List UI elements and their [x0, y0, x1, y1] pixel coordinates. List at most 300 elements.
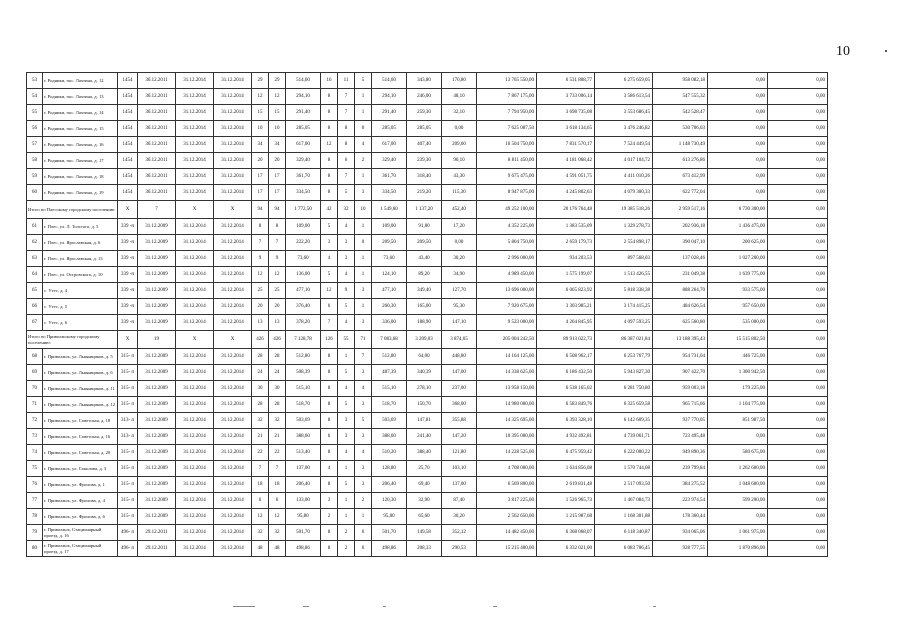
value-cell: 31.12.2009	[138, 299, 176, 315]
value-cell: 0,00	[442, 235, 477, 251]
table-row	[27, 105, 895, 121]
value-cell: 2	[338, 525, 355, 541]
value-cell: 31.12.2014	[176, 89, 214, 105]
value-cell: 3 476 246,82	[595, 121, 653, 137]
value-cell: 5	[355, 73, 372, 89]
value-cell: 3 303 985,21	[537, 299, 595, 315]
value-cell: 6	[338, 153, 355, 169]
value-cell: 20	[252, 153, 269, 169]
value-cell: 147,20	[442, 429, 477, 445]
address-cell: с. Утес, д. 4	[43, 283, 118, 299]
value-cell: 4	[338, 315, 355, 331]
value-cell: 31.12.2014	[176, 397, 214, 413]
value-cell: 0,00	[708, 429, 768, 445]
value-cell: 8	[321, 153, 338, 169]
value-cell: 31.12.2014	[176, 105, 214, 121]
value-cell: 285,05	[407, 121, 442, 137]
value-cell: 5 804 750,00	[477, 235, 537, 251]
value-cell: 31.12.2014	[214, 299, 252, 315]
value-cell: 31.12.2014	[214, 235, 252, 251]
value-cell: 30.12.2011	[138, 89, 176, 105]
address-cell: г. Приволжск, ул. Советская, д. 18	[43, 413, 118, 429]
value-cell: 17,20	[442, 219, 477, 235]
value-cell: 95,30	[442, 299, 477, 315]
value-cell: 4 097 593,25	[595, 315, 653, 331]
value-cell: 487,39	[372, 365, 407, 381]
address-cell: г. Приволжск, ул. Фролова, д. 6	[43, 509, 118, 525]
value-cell: 6	[355, 525, 372, 541]
value-cell: 17	[269, 169, 286, 185]
value-cell: 1 168 301,88	[595, 509, 653, 525]
value-cell: 8	[321, 185, 338, 201]
value-cell: 31.12.2009	[138, 509, 176, 525]
value-cell: 0	[355, 235, 372, 251]
table-row	[27, 153, 895, 169]
value-cell: 368,00	[442, 397, 477, 413]
value-cell: 5	[338, 299, 355, 315]
row-number-cell: 56	[27, 121, 43, 137]
value-cell: 0,00	[768, 105, 828, 121]
total-value-cell: 2 959 517,16	[653, 201, 708, 219]
value-cell: 223 974,54	[653, 493, 708, 509]
value-cell: 484 626,54	[653, 299, 708, 315]
value-cell: 31.12.2009	[138, 235, 176, 251]
value-cell: 31.12.2014	[214, 251, 252, 267]
value-cell: 4 245 802,63	[537, 185, 595, 201]
row-number-cell: 80	[27, 541, 43, 557]
value-cell: 6 332 021,00	[537, 541, 595, 557]
value-cell: 446 725,00	[708, 349, 768, 365]
value-cell: 109,00	[286, 219, 321, 235]
value-cell: 31.12.2014	[214, 365, 252, 381]
group-total-row	[27, 331, 895, 349]
value-cell: 237,00	[442, 381, 477, 397]
value-cell: 31.12.2009	[138, 461, 176, 477]
value-cell: 1 215 987,68	[537, 509, 595, 525]
group-total-label: Итого по Плесскому городскому поселению:	[27, 201, 118, 219]
value-cell: 12	[269, 509, 286, 525]
row-number-cell: 77	[27, 493, 43, 509]
value-cell: 355,88	[442, 413, 477, 429]
value-cell: 9	[269, 251, 286, 267]
table-row	[27, 219, 895, 235]
value-cell: 6 083 706,45	[595, 541, 653, 557]
value-cell: 3	[338, 251, 355, 267]
value-cell: 7	[252, 461, 269, 477]
value-cell: 147,81	[407, 413, 442, 429]
value-cell: 3 733 006,14	[537, 89, 595, 105]
value-cell: 7 867 175,00	[477, 89, 537, 105]
total-value-cell: 426	[252, 331, 269, 349]
value-cell: 115,30	[442, 185, 477, 201]
value-cell: 1 634 856,08	[537, 461, 595, 477]
value-cell: 897 568,03	[595, 251, 653, 267]
value-cell: 1 639 775,00	[708, 267, 768, 283]
value-cell: 1 262 600,00	[708, 461, 768, 477]
value-cell: 888 264,70	[653, 283, 708, 299]
value-cell: 339 -п	[118, 235, 138, 251]
value-cell: 1	[355, 509, 372, 525]
value-cell: 448,80	[442, 349, 477, 365]
value-cell: 1	[338, 509, 355, 525]
value-cell: 10 395 000,00	[477, 429, 537, 445]
value-cell: 28	[269, 349, 286, 365]
value-cell: 31.12.2009	[138, 413, 176, 429]
value-cell: 30.12.2011	[138, 105, 176, 121]
value-cell: 851 987,50	[708, 413, 768, 429]
table-row	[27, 121, 895, 137]
table-row	[27, 251, 895, 267]
value-cell: 4	[355, 137, 372, 153]
value-cell: 1 436 475,00	[708, 219, 768, 235]
value-cell: 959 003,18	[653, 381, 708, 397]
value-cell: 28	[252, 349, 269, 365]
value-cell: 18	[269, 477, 286, 493]
value-cell: 109,00	[372, 219, 407, 235]
value-cell: 1454	[118, 121, 138, 137]
value-cell: 4 989 450,00	[477, 267, 537, 283]
value-cell: 91,80	[407, 219, 442, 235]
value-cell: 334,50	[286, 185, 321, 201]
value-cell: 147,10	[442, 315, 477, 331]
address-cell: г. Приволжск, Стационарный проезд, д. 17	[43, 541, 118, 557]
value-cell: 12	[269, 267, 286, 283]
value-cell: 12	[321, 283, 338, 299]
value-cell: 514,60	[372, 73, 407, 89]
value-cell: 3	[355, 477, 372, 493]
value-cell: 32,10	[442, 105, 477, 121]
value-cell: 209,50	[372, 235, 407, 251]
value-cell: 31.12.2014	[176, 493, 214, 509]
value-cell: 3 698 735,08	[537, 105, 595, 121]
value-cell: 617,00	[372, 137, 407, 153]
value-cell: 518,70	[372, 397, 407, 413]
value-cell: 5	[338, 185, 355, 201]
total-value-cell: 20 176 764,48	[537, 201, 595, 219]
total-value-cell: 94	[269, 201, 286, 219]
value-cell: 95,80	[286, 509, 321, 525]
value-cell: 14 228 525,00	[477, 445, 537, 461]
group-total-label: Итого по Приволжскому городскому поселению:	[27, 331, 118, 349]
value-cell: 3	[355, 429, 372, 445]
value-cell: 496- п	[118, 541, 138, 557]
value-cell: 149,58	[407, 525, 442, 541]
value-cell: 8	[321, 89, 338, 105]
value-cell: 0,00	[768, 299, 828, 315]
value-cell: 315- п	[118, 477, 138, 493]
value-cell: 13	[269, 315, 286, 331]
value-cell: 723 495,48	[653, 429, 708, 445]
address-cell: с. Утес, д. 6	[43, 315, 118, 331]
value-cell: 7 831 570,17	[537, 137, 595, 153]
value-cell: 124,10	[372, 267, 407, 283]
value-cell: 6 118 340,87	[595, 525, 653, 541]
value-cell: 8	[338, 137, 355, 153]
table-row	[27, 267, 895, 283]
value-cell: 73,60	[372, 251, 407, 267]
value-cell: 48	[269, 541, 286, 557]
value-cell: 32	[252, 525, 269, 541]
address-cell: г. Приволжск, ул. Соколова, д. 3	[43, 461, 118, 477]
value-cell: 14 980 000,00	[477, 397, 537, 413]
value-cell: 1 526 965,73	[537, 493, 595, 509]
value-cell: 361,70	[372, 169, 407, 185]
value-cell: 31.12.2014	[176, 251, 214, 267]
value-cell: 3 817 225,00	[477, 493, 537, 509]
total-value-cell: 1 137,20	[407, 201, 442, 219]
value-cell: 315- п	[118, 349, 138, 365]
value-cell: 17	[252, 169, 269, 185]
value-cell: 31.12.2009	[138, 283, 176, 299]
value-cell: 32,90	[407, 493, 442, 509]
row-number-cell: 54	[27, 89, 43, 105]
value-cell: 13	[252, 315, 269, 331]
value-cell: 625 560,80	[653, 315, 708, 331]
value-cell: 165,00	[407, 299, 442, 315]
value-cell: 31.12.2014	[176, 525, 214, 541]
address-cell: г. Родники, пос. Лахтина, д. 12	[43, 73, 118, 89]
value-cell: 9	[252, 251, 269, 267]
row-number-cell: 57	[27, 137, 43, 153]
value-cell: 501,70	[372, 525, 407, 541]
value-cell: 0,00	[768, 477, 828, 493]
value-cell: 31.12.2014	[214, 525, 252, 541]
value-cell: 0,00	[768, 121, 828, 137]
total-value-cell: 89 913 022,73	[537, 331, 595, 349]
total-value-cell: X	[214, 331, 252, 349]
value-cell: 5	[338, 365, 355, 381]
row-number-cell: 65	[27, 283, 43, 299]
value-cell: 535 000,00	[708, 315, 768, 331]
value-cell: 937 770,05	[653, 413, 708, 429]
value-cell: 0,00	[768, 525, 828, 541]
value-cell: 121,80	[442, 445, 477, 461]
value-cell: 7	[338, 105, 355, 121]
value-cell: 8	[321, 381, 338, 397]
value-cell: 0,00	[708, 137, 768, 153]
register-table-wrap	[26, 72, 894, 557]
row-number-cell: 70	[27, 381, 43, 397]
value-cell: 7	[321, 315, 338, 331]
value-cell: 0,00	[442, 121, 477, 137]
value-cell: 137,00	[286, 461, 321, 477]
value-cell: 291,40	[372, 105, 407, 121]
value-cell: 30,20	[442, 251, 477, 267]
value-cell: 6 508 962,17	[537, 349, 595, 365]
value-cell: 6 393 328,10	[537, 413, 595, 429]
total-value-cell: 3 874,65	[442, 331, 477, 349]
value-cell: 178 360,44	[653, 509, 708, 525]
value-cell: 6 065 823,92	[537, 283, 595, 299]
value-cell: 31.12.2014	[214, 413, 252, 429]
value-cell: 1	[355, 169, 372, 185]
value-cell: 21	[269, 429, 286, 445]
value-cell: 0,00	[768, 541, 828, 557]
value-cell: 0,00	[768, 349, 828, 365]
value-cell: 150,70	[407, 397, 442, 413]
value-cell: 31.12.2014	[176, 413, 214, 429]
value-cell: 6 275 659,05	[595, 73, 653, 89]
value-cell: 0,00	[708, 121, 768, 137]
value-cell: 31.12.2014	[214, 73, 252, 89]
value-cell: 103,10	[442, 461, 477, 477]
value-cell: 25	[269, 283, 286, 299]
value-cell: 1 300 942,50	[708, 365, 768, 381]
value-cell: 294,10	[372, 89, 407, 105]
value-cell: 4 352 225,00	[477, 219, 537, 235]
value-cell: 1 383 535,09	[537, 219, 595, 235]
value-cell: 11	[338, 73, 355, 89]
value-cell: 498,86	[286, 541, 321, 557]
value-cell: 501,70	[286, 525, 321, 541]
value-cell: 7	[338, 89, 355, 105]
value-cell: 29.12.2011	[138, 541, 176, 557]
total-value-cell: 7	[138, 201, 176, 219]
value-cell: 17	[269, 185, 286, 201]
table-row	[27, 299, 895, 315]
value-cell: 12	[252, 509, 269, 525]
value-cell: 1	[355, 251, 372, 267]
value-cell: 31.12.2014	[214, 105, 252, 121]
value-cell: 315- п	[118, 397, 138, 413]
table-row	[27, 445, 895, 461]
value-cell: 239,30	[407, 153, 442, 169]
value-cell: 31.12.2009	[138, 493, 176, 509]
value-cell: 31.12.2014	[214, 461, 252, 477]
value-cell: 7	[355, 349, 372, 365]
value-cell: 31.12.2014	[214, 219, 252, 235]
value-cell: 1 513 426,55	[595, 267, 653, 283]
register-table	[26, 72, 895, 557]
value-cell: 31.12.2014	[214, 137, 252, 153]
total-value-cell: 10	[355, 201, 372, 219]
value-cell: 128,80	[372, 461, 407, 477]
table-row	[27, 541, 895, 557]
value-cell: 4 411 010,26	[595, 169, 653, 185]
value-cell: 515,10	[372, 381, 407, 397]
value-cell: 2 659 179,73	[537, 235, 595, 251]
value-cell: 13 765 550,00	[477, 73, 537, 89]
value-cell: 496- п	[118, 525, 138, 541]
value-cell: 4	[338, 445, 355, 461]
value-cell: 8	[321, 121, 338, 137]
value-cell: 0,00	[768, 315, 828, 331]
value-cell: 518,70	[286, 397, 321, 413]
value-cell: 31.12.2009	[138, 397, 176, 413]
value-cell: 329,40	[286, 153, 321, 169]
value-cell: 13 696 000,00	[477, 283, 537, 299]
value-cell: 15 215 400,00	[477, 541, 537, 557]
value-cell: 8	[321, 541, 338, 557]
value-cell: 14 482 450,00	[477, 525, 537, 541]
value-cell: 31.12.2014	[214, 169, 252, 185]
value-cell: 31.12.2014	[176, 121, 214, 137]
value-cell: 315- п	[118, 461, 138, 477]
value-cell: 137,00	[442, 477, 477, 493]
value-cell: 5 943 827,30	[595, 365, 653, 381]
value-cell: 1 148 730,49	[653, 137, 708, 153]
row-number-cell: 76	[27, 477, 43, 493]
value-cell: 90,10	[442, 153, 477, 169]
value-cell: 9	[338, 283, 355, 299]
value-cell: 8	[321, 445, 338, 461]
value-cell: 4 932 492,81	[537, 429, 595, 445]
value-cell: 547 555,32	[653, 89, 708, 105]
total-value-cell: 19 385 518,26	[595, 201, 653, 219]
value-cell: 3	[355, 315, 372, 331]
value-cell: 3 553 686,45	[595, 105, 653, 121]
value-cell: 0,00	[768, 283, 828, 299]
row-number-cell: 63	[27, 251, 43, 267]
address-cell: г. Приволжск, ул. Льнянщиков, д. 5	[43, 349, 118, 365]
value-cell: 1	[338, 493, 355, 509]
value-cell: 8	[321, 477, 338, 493]
value-cell: 206,40	[286, 477, 321, 493]
value-cell: 4 017 104,72	[595, 153, 653, 169]
value-cell: 31.12.2014	[214, 153, 252, 169]
value-cell: 1	[355, 299, 372, 315]
row-number-cell: 72	[27, 413, 43, 429]
value-cell: 31.12.2014	[176, 365, 214, 381]
value-cell: 16	[321, 73, 338, 89]
value-cell: 69,40	[407, 477, 442, 493]
value-cell: 313- п	[118, 413, 138, 429]
total-value-cell: 32	[338, 201, 355, 219]
value-cell: 8	[321, 413, 338, 429]
value-cell: 6 253 767,79	[595, 349, 653, 365]
value-cell: 3	[355, 365, 372, 381]
value-cell: 246,00	[407, 89, 442, 105]
value-cell: 22	[269, 445, 286, 461]
value-cell: 1	[355, 267, 372, 283]
address-cell: г. Приволжск, ул. Советская, д. 16	[43, 429, 118, 445]
value-cell: 87,40	[442, 493, 477, 509]
total-value-cell: 7 083,68	[372, 331, 407, 349]
value-cell: 407,40	[407, 137, 442, 153]
value-cell: 31.12.2014	[214, 509, 252, 525]
value-cell: 4 739 061,71	[595, 429, 653, 445]
value-cell: 31.12.2014	[176, 153, 214, 169]
value-cell: 30	[269, 381, 286, 397]
value-cell: 0,00	[768, 365, 828, 381]
value-cell: 6 368 068,07	[537, 525, 595, 541]
value-cell: 30.12.2011	[138, 169, 176, 185]
row-number-cell: 58	[27, 153, 43, 169]
value-cell: 1454	[118, 73, 138, 89]
value-cell: 949 890,36	[653, 445, 708, 461]
value-cell: 3 174 415,25	[595, 299, 653, 315]
total-value-cell: 0,00	[768, 331, 828, 349]
value-cell: 7 524 449,54	[595, 137, 653, 153]
value-cell: 8 811 450,00	[477, 153, 537, 169]
value-cell: 29	[252, 73, 269, 89]
value-cell: 31.12.2014	[176, 235, 214, 251]
total-value-cell: 71	[355, 331, 372, 349]
value-cell: 179 225,00	[708, 381, 768, 397]
value-cell: 21	[252, 429, 269, 445]
bottom-scan-marks	[233, 606, 713, 610]
value-cell: 0,00	[768, 153, 828, 169]
value-cell: 28	[269, 397, 286, 413]
value-cell: 43,40	[407, 251, 442, 267]
table-row	[27, 365, 895, 381]
value-cell: 1 027 200,00	[708, 251, 768, 267]
value-cell: 278,10	[407, 381, 442, 397]
value-cell: 31.12.2009	[138, 477, 176, 493]
row-number-cell: 75	[27, 461, 43, 477]
value-cell: 0,00	[768, 509, 828, 525]
value-cell: 95,80	[372, 509, 407, 525]
